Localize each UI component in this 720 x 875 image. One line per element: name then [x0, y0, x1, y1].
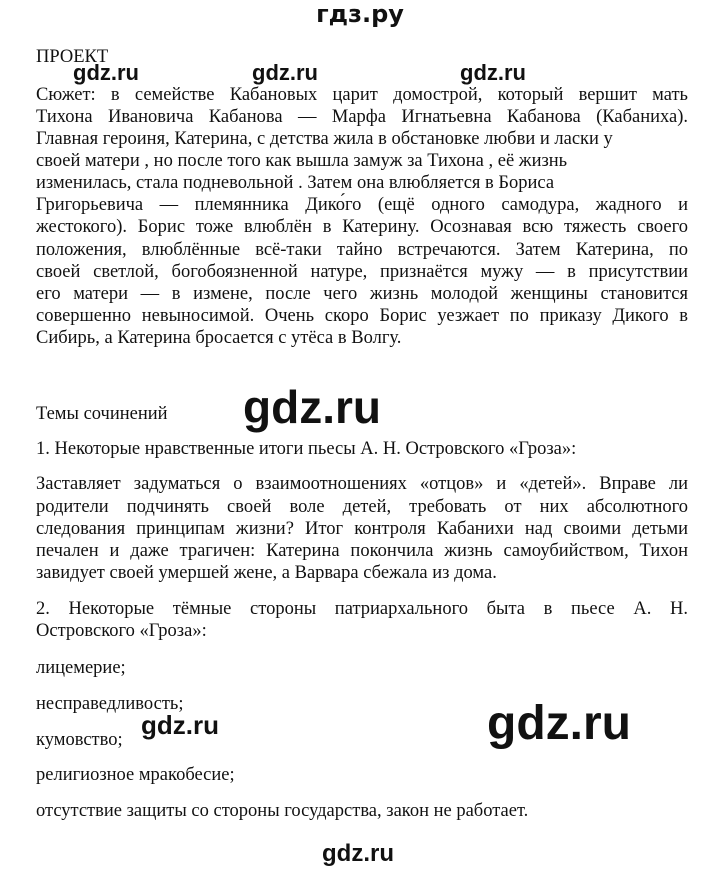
- plot-line: своей светлой, богобоязненной натуре, признаётся мужу — в присутствии: [36, 262, 688, 282]
- plot-line: своей матери , но после того как вышла замуж за Тихона , её жизнь: [36, 151, 568, 171]
- topic2-title: 2. Некоторые тёмные стороны патриархального быта в пьесе А. Н.: [36, 599, 688, 619]
- site-title: гдз.ру: [316, 0, 404, 28]
- watermark: gdz.ru: [322, 840, 394, 867]
- topic1-line: следования принципам жизни? Итог контроля Кабанихи над своими детьми: [36, 519, 688, 539]
- plot-line: изменилась, стала подневольной . Затем она влюбляется в Бориса: [36, 173, 555, 193]
- plot-line: Григорьевича — племянника Дико́го (ещё одного самодура, жадного и: [36, 195, 688, 215]
- topic2-item: религиозное мракобесие;: [36, 765, 235, 785]
- topic1-line: печален и даже трагичен: Катерина покончила жизнь самоубийством, Тихон: [36, 541, 688, 561]
- plot-line: его матери — в измене, после чего жизнь молодой женщины становится: [36, 284, 688, 304]
- topic2-item: кумовство;: [36, 730, 123, 750]
- watermark: gdz.ru: [460, 60, 526, 85]
- plot-line: жестокого). Борис тоже влюблён в Катерину. Осознавая всю тяжесть своего: [36, 217, 688, 237]
- plot-line: Сибирь, а Катерина бросается с утёса в Волгу.: [36, 328, 402, 348]
- topic2-item: несправедливость;: [36, 694, 184, 714]
- topic2-item: лицемерие;: [36, 658, 126, 678]
- plot-line: Главная героиня, Катерина, с детства жила в обстановке любви и ласки у: [36, 129, 613, 149]
- topic1-line: завидует своей умершей жене, а Варвара сбежала из дома.: [36, 563, 497, 583]
- topics-heading: Темы сочинений: [36, 404, 168, 424]
- topic1-line: Заставляет задуматься о взаимоотношениях «отцов» и «детей». Вправе ли: [36, 474, 688, 494]
- topic2-item: отсутствие защиты со стороны государства, закон не работает.: [36, 801, 529, 821]
- watermark: gdz.ru: [73, 60, 139, 85]
- topic2-title: Островского «Гроза»:: [36, 621, 207, 641]
- plot-line: положения, влюблённые всё-таки тайно встречаются. Затем Катерина, по: [36, 240, 688, 260]
- plot-line: Сюжет: в семействе Кабановых царит домострой, который вершит мать: [36, 85, 688, 105]
- watermark: gdz.ru: [252, 60, 318, 85]
- topic1-title: 1. Некоторые нравственные итоги пьесы А. Н. Островского «Гроза»:: [36, 439, 577, 459]
- plot-line: совершенно невыносимой. Очень скоро Борис уезжает по приказу Дикого в: [36, 306, 688, 326]
- watermark: gdz.ru: [243, 381, 381, 433]
- topic1-line: родители подчинять своей воле детей, требовать от них абсолютного: [36, 497, 688, 517]
- watermark: gdz.ru: [141, 710, 219, 740]
- watermark: gdz.ru: [487, 697, 631, 750]
- plot-line: Тихона Ивановича Кабанова — Марфа Игнатьевна Кабанова (Кабаниха).: [36, 107, 688, 127]
- project-heading: ПРОЕКТ: [36, 47, 109, 67]
